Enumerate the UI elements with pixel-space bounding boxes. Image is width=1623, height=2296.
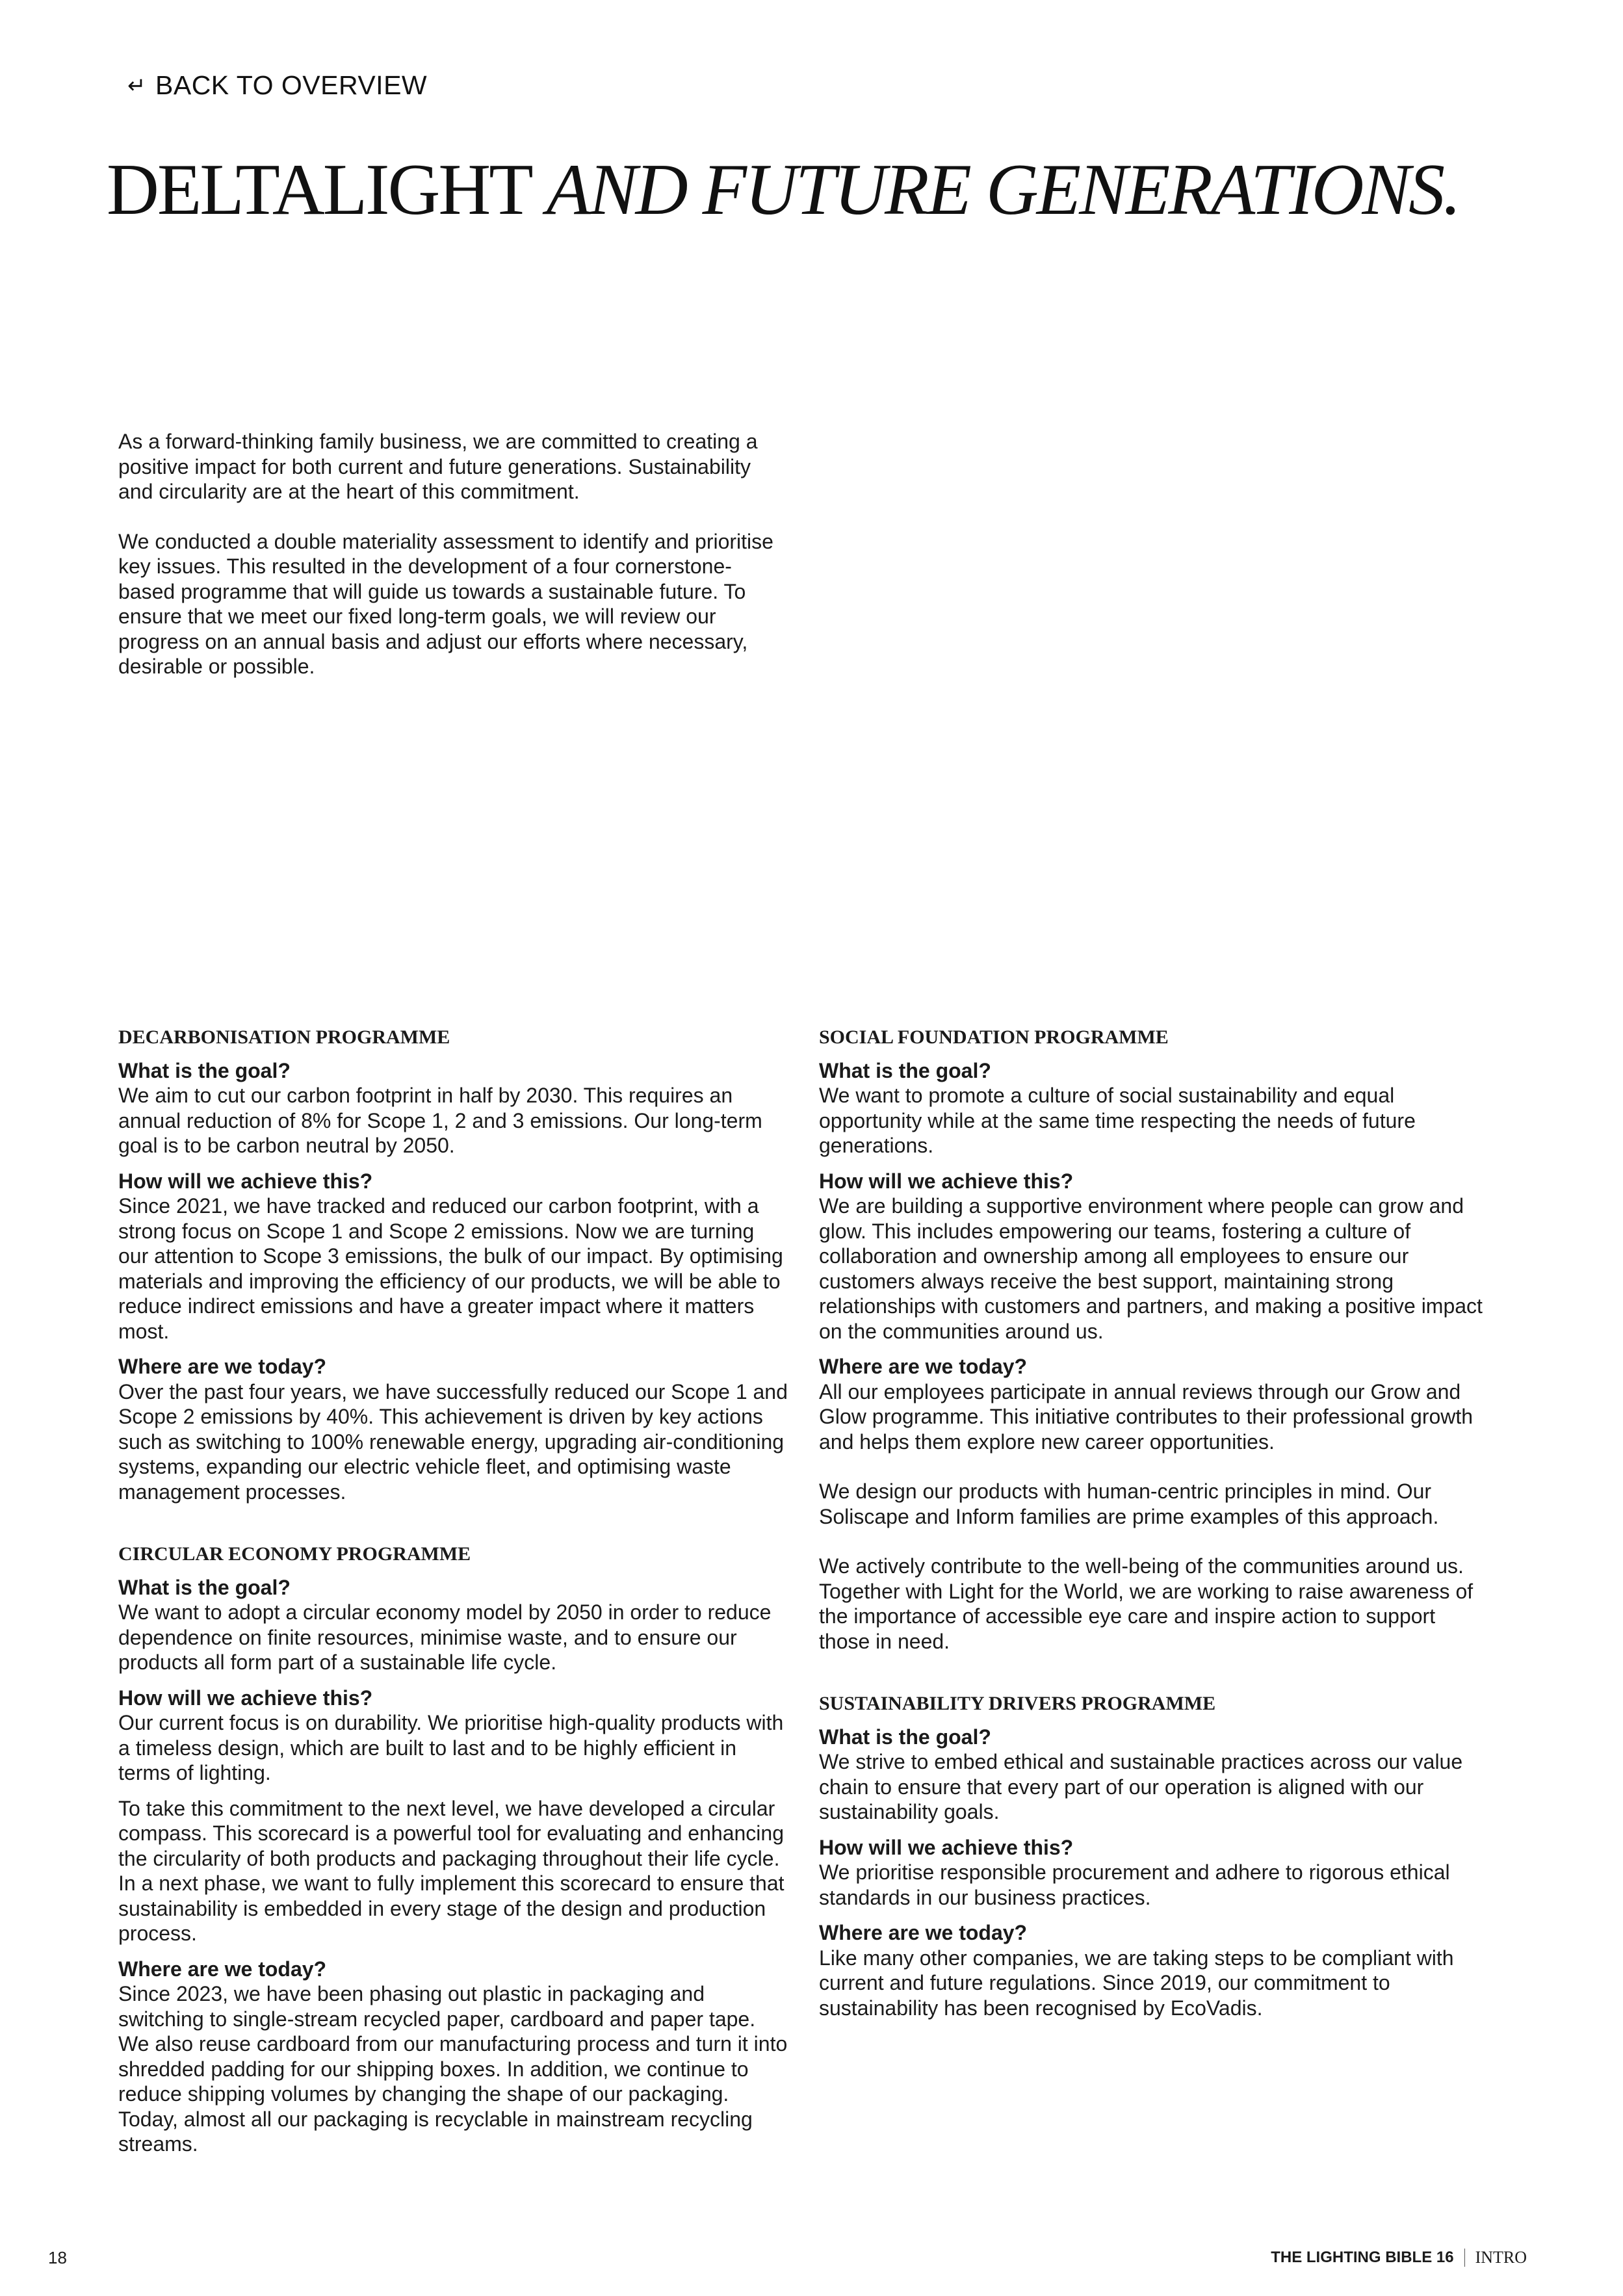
section-heading: SOCIAL FOUNDATION PROGRAMME xyxy=(819,1026,1169,1048)
answer: We aim to cut our carbon footprint in half by 2030. This requires an annual reduction of 8% for Scope 1, 2 and 3 emissions. Our long-term goal is to be carbon neutral by 2050. xyxy=(118,1084,762,1157)
left-column xyxy=(118,1025,788,2195)
divider xyxy=(1464,2249,1465,2267)
return-arrow-icon: ↵ xyxy=(127,73,146,98)
section-heading: SUSTAINABILITY DRIVERS PROGRAMME xyxy=(819,1693,1216,1714)
question: Where are we today? xyxy=(819,1355,1028,1378)
answer: We strive to embed ethical and sustainable practices across our value chain to ensure that every part of our operation is aligned with our sustainability goals. xyxy=(819,1750,1463,1823)
question: What is the goal? xyxy=(819,1058,991,1082)
answer: To take this commitment to the next level, we have developed a circular compass. This scorecard is a powerful tool for evaluating and enhancing the circularity of both products and packaging throughout their life cycle. In a next phase, we want to fully implement this scorecard to ensure that sustainability is embedded in every stage of the design and production process. xyxy=(118,1796,785,1945)
back-label: BACK TO OVERVIEW xyxy=(155,70,428,100)
answer: Since 2023, we have been phasing out plastic in packaging and switching to single-stream recycled paper, cardboard and paper tape. We also reuse cardboard from our manufacturing process and turn it into shredded padding for our shipping boxes. In addition, we continue to reduce shipping volumes by changing the shape of our packaging. Today, almost all our packaging is recyclable in mainstream recycling streams. xyxy=(118,1982,788,2156)
social-foundation-programme xyxy=(819,1025,1488,1654)
answer: We actively contribute to the well-being of the communities around us. Together with Light for the World, we are working to raise awareness of the importance of accessible eye care and inspire action to support those in need. xyxy=(819,1554,1474,1653)
answer: Like many other companies, we are taking steps to be compliant with current and future regulations. Since 2019, our commitment to sustainability has been recognised by EcoVadis. xyxy=(819,1946,1454,2020)
question: Where are we today? xyxy=(118,1957,327,1981)
decarbonisation-programme xyxy=(118,1025,788,1504)
page-title xyxy=(107,150,1460,230)
title-italic: AND FUTURE GENERATIONS. xyxy=(546,150,1460,230)
title-plain: DELTALIGHT xyxy=(107,150,547,230)
intro-paragraph: As a forward-thinking family business, we are committed to creating a positive impact for both current and future generations. Sustainability and circularity are at the heart of this commitment. xyxy=(118,430,758,503)
answer: We are building a supportive environment where people can grow and glow. This includes empowering our teams, fostering a culture of collaboration and ownership among all employees to ensure our customers always receive the best support, maintaining strong relationships with customers and partners, and making a positive impact on the communities around us. xyxy=(819,1194,1483,1343)
sustainability-drivers-programme xyxy=(819,1691,1488,2020)
question: How will we achieve this? xyxy=(118,1169,373,1193)
page-number: 18 xyxy=(48,2248,67,2267)
answer: We prioritise responsible procurement and adhere to rigorous ethical standards in our business practices. xyxy=(819,1860,1450,1909)
publication-name: THE LIGHTING BIBLE 16 xyxy=(1271,2249,1454,2266)
answer: Our current focus is on durability. We prioritise high-quality products with a timeless design, which are built to last and to be highly efficient in terms of lighting. xyxy=(118,1711,784,1784)
question: How will we achieve this? xyxy=(819,1169,1074,1193)
section-heading: DECARBONISATION PROGRAMME xyxy=(118,1026,450,1048)
circular-economy-programme xyxy=(118,1542,788,2157)
intro-text xyxy=(118,429,775,704)
answer: We design our products with human-centric principles in mind. Our Soliscape and Inform families are prime examples of this approach. xyxy=(819,1480,1439,1528)
question: What is the goal? xyxy=(118,1575,291,1599)
back-to-overview-link[interactable] xyxy=(127,70,427,101)
section-name: INTRO xyxy=(1475,2248,1527,2267)
running-footer xyxy=(1271,2248,1527,2267)
answer: Over the past four years, we have successfully reduced our Scope 1 and Scope 2 emissions by 40%. This achievement is driven by key actions such as switching to 100% renewable energy, upgrading air-conditioning systems, expanding our electric vehicle fleet, and optimising waste management processes. xyxy=(118,1379,788,1504)
question: How will we achieve this? xyxy=(118,1686,373,1710)
answer: All our employees participate in annual reviews through our Grow and Glow programme. This initiative contributes to their professional growth and helps them explore new career opportunities. xyxy=(819,1379,1474,1454)
question: How will we achieve this? xyxy=(819,1835,1074,1859)
answer: Since 2021, we have tracked and reduced our carbon footprint, with a strong focus on Scope 1 and Scope 2 emissions. Now we are turning our attention to Scope 3 emissions, the bulk of our impact. By optimising materials and improving the efficiency of our products, we will be able to reduce indirect emissions and have a greater impact where it matters most. xyxy=(118,1194,783,1343)
question: Where are we today? xyxy=(118,1355,327,1378)
question: What is the goal? xyxy=(118,1058,291,1082)
intro-paragraph: We conducted a double materiality assessment to identify and prioritise key issues. This resulted in the development of a four cornerstone-based programme that will guide us towards a sustainable future. To ensure that we meet our fixed long-term goals, we will review our progress on an annual basis and adjust our efforts where necessary, desirable or possible. xyxy=(118,529,773,678)
answer: We want to adopt a circular economy model by 2050 in order to reduce dependence on finite resources, minimise waste, and to ensure our products all form part of a sustainable life cycle. xyxy=(118,1600,772,1674)
question: What is the goal? xyxy=(819,1725,991,1749)
question: Where are we today? xyxy=(819,1921,1028,1944)
answer: We want to promote a culture of social sustainability and equal opportunity while at the same time respecting the needs of future generations. xyxy=(819,1084,1416,1157)
section-heading: CIRCULAR ECONOMY PROGRAMME xyxy=(118,1543,471,1565)
right-column xyxy=(819,1025,1488,2058)
